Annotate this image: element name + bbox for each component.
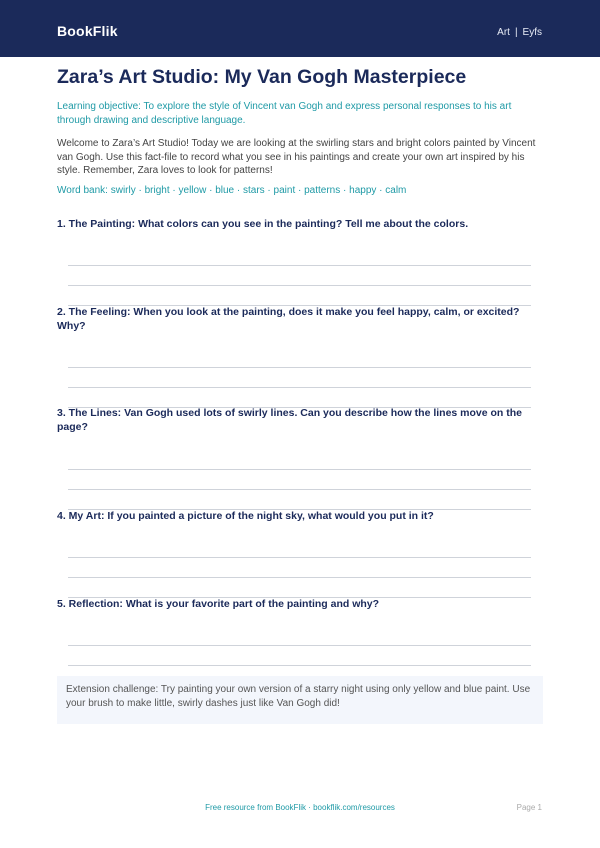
breadcrumb <box>497 27 542 38</box>
question-3: 3. The Lines: Van Gogh used lots of swirly lines. Can you describe how the lines move on the page? <box>57 407 523 433</box>
word-bank: Word bank: swirly · bright · yellow · blue · stars · paint · patterns · happy · calm <box>57 185 407 196</box>
question-2: 2. The Feeling: When you look at the painting, does it make you feel happy, calm, or excited? Why? <box>57 306 520 332</box>
answer-line[interactable] <box>68 489 531 490</box>
intro-paragraph: Welcome to Zara’s Art Studio! Today we are looking at the swirling stars and bright colors painted by Vincent van Gogh. Use this fact-file to record what you see in his paintings and create your own art inspired by his style. Remember, Zara loves to look for patterns! <box>57 138 536 176</box>
footer-credit[interactable]: Free resource from BookFlik · bookflik.com/resources <box>205 803 395 812</box>
breadcrumb-level[interactable]: Eyfs <box>522 27 542 38</box>
brand-logo[interactable]: BookFlik <box>57 23 118 39</box>
answer-line[interactable] <box>68 665 531 666</box>
page-title: Zara’s Art Studio: My Van Gogh Masterpiece <box>57 66 467 88</box>
page-number: Page 1 <box>516 803 542 812</box>
learning-objective: Learning objective: To explore the style of Vincent van Gogh and express personal responses to his art through drawing and descriptive language. <box>57 101 512 126</box>
answer-line[interactable] <box>68 367 531 368</box>
answer-line[interactable] <box>68 285 531 286</box>
answer-line[interactable] <box>68 557 531 558</box>
answer-line[interactable] <box>68 387 531 388</box>
extension-challenge: Extension challenge: Try painting your own version of a starry night using only yellow and blue paint. Use your brush to make little, swirly dashes just like Van Gogh did! <box>57 676 543 724</box>
breadcrumb-subject[interactable]: Art <box>497 27 510 38</box>
question-5: 5. Reflection: What is your favorite part of the painting and why? <box>57 598 380 610</box>
breadcrumb-separator: | <box>514 27 518 38</box>
answer-line[interactable] <box>68 645 531 646</box>
header-bar <box>0 0 600 57</box>
question-4: 4. My Art: If you painted a picture of the night sky, what would you put in it? <box>57 510 434 522</box>
answer-line[interactable] <box>68 469 531 470</box>
answer-line[interactable] <box>68 265 531 266</box>
question-1: 1. The Painting: What colors can you see in the painting? Tell me about the colors. <box>57 218 469 230</box>
answer-line[interactable] <box>68 577 531 578</box>
